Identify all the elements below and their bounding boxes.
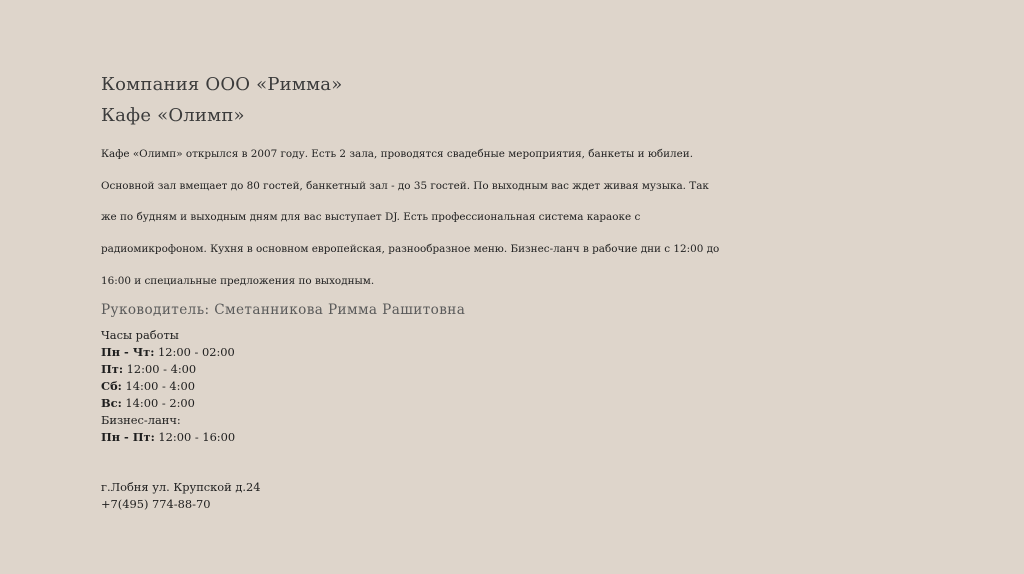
hours-heading: Часы работы [101, 328, 179, 342]
hours-row [101, 345, 235, 359]
description-line: Основной зал вмещает до 80 гостей, банкетный зал - до 35 гостей. По выходным вас ждет живая музыка. Так [101, 180, 709, 192]
lunch-heading: Бизнес-ланч: [101, 413, 181, 427]
description-line: радиомикрофоном. Кухня в основном европейская, разнообразное меню. Бизнес-ланч в рабочие дни с 12:00 до [101, 243, 720, 255]
hours-row [101, 396, 195, 410]
phone: +7(495) 774-88-70 [101, 497, 211, 511]
hours-day: Пт: [101, 362, 124, 376]
lunch-time: 12:00 - 16:00 [154, 430, 236, 444]
hours-row [101, 362, 196, 376]
lunch-row [101, 430, 235, 444]
manager-name: Руководитель: Сметанникова Римма Рашитовна [101, 302, 466, 318]
hours-time: 12:00 - 4:00 [123, 362, 197, 376]
hours-day: Вс: [101, 396, 122, 410]
address: г.Лобня ул. Крупской д.24 [101, 480, 261, 494]
description-line: же по будням и выходным дням для вас выступает DJ. Есть профессиональная система караоке с [101, 211, 641, 223]
hours-time: 12:00 - 02:00 [154, 345, 235, 359]
hours-day: Сб: [101, 379, 122, 393]
cafe-title: Кафе «Олимп» [101, 105, 245, 126]
description-line: Кафе «Олимп» открылся в 2007 году. Есть 2 зала, проводятся свадебные мероприятия, банкеты и юбилеи. [101, 148, 694, 160]
hours-row [101, 379, 195, 393]
hours-time: 14:00 - 2:00 [121, 396, 195, 410]
hours-time: 14:00 - 4:00 [121, 379, 195, 393]
hours-day: Пн - Чт: [101, 345, 155, 359]
lunch-day: Пн - Пт: [101, 430, 155, 444]
slide [101, 0, 961, 574]
description-line: 16:00 и специальные предложения по выходным. [101, 275, 375, 287]
company-title: Компания ООО «Римма» [101, 74, 343, 95]
